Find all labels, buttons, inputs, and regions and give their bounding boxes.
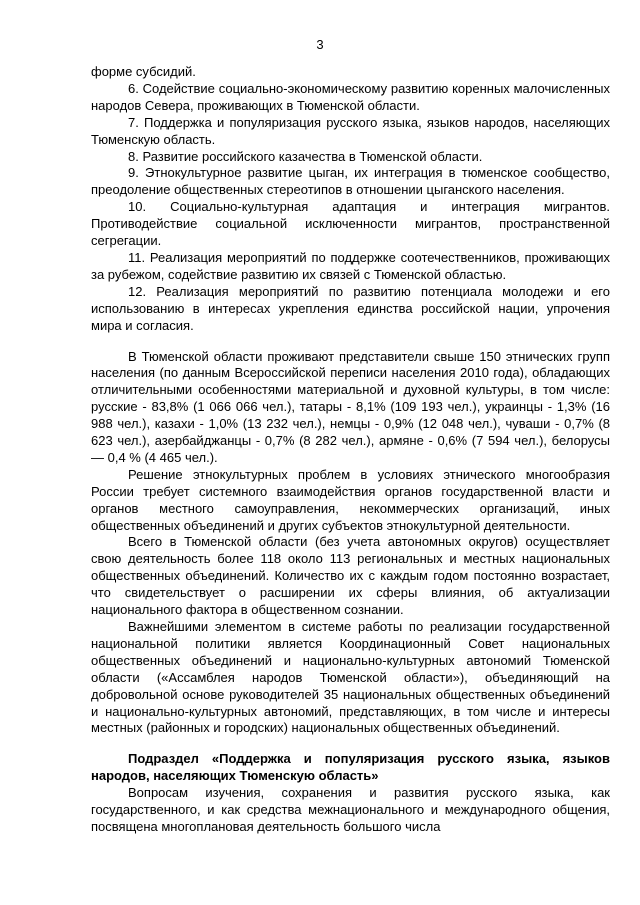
- list-item: форме субсидий.: [91, 64, 196, 79]
- paragraph-russian-language: Вопросам изучения, сохранения и развития русского языка, как государственного, и как средства межнационального и международного общения, посвящена многоплановая деятельность большого числа: [91, 785, 610, 834]
- list-item: 7. Поддержка и популяризация русского языка, языков народов, населяющих Тюменскую область.: [91, 114, 610, 147]
- list-item: 12. Реализация мероприятий по развитию потенциала молодежи и его использованию в интересах укрепления единства российской нации, упрочения мира и согласия.: [91, 283, 610, 333]
- paragraph-council: Важнейшими элементом в системе работы по реализации государственной национальной политики является Координационный Совет национальных общественных объединений и национально-культурных автономий Тюменской области («Ассамблея народов Тюменской области»), объединяющий на добровольной основе руководителей 35 национальных общественных объединений и национально-культурных автономий, представляющих, в том числе и интересы местных (районных и городских) национальных общественных объединений.: [91, 619, 610, 736]
- list-item: 8. Развитие российского казачества в Тюменской области.: [128, 148, 483, 164]
- list-item: 6. Содействие социально-экономическому развитию коренных малочисленных народов Севера, проживающих в Тюменской области.: [91, 80, 610, 113]
- document-body: [91, 64, 610, 836]
- list-item: 11. Реализация мероприятий по поддержке соотечественников, проживающих за рубежом, содействие развитию их связей с Тюменской областью.: [91, 249, 610, 282]
- spacer: [91, 335, 610, 349]
- paragraph-associations: Всего в Тюменской области (без учета автономных округов) осуществляет свою деятельность более 118 около 113 региональных и местных национальных общественных объединений. Количество их с каждым годом постоянно возрастает, что свидетельствует о расширении их сферы влияния, об актуализации национального фактора в общественном сознании.: [91, 534, 610, 618]
- paragraph-ethnocultural: Решение этнокультурных проблем в условиях этнического многообразия России требует системного взаимодействия органов государственной власти и органов местного самоуправления, некоммерческих организаций, иных общественных объединений и других субъектов этнокультурной деятельности.: [91, 466, 610, 533]
- list-item: 9. Этнокультурное развитие цыган, их интеграция в тюменское сообщество, преодоление общественных стереотипов в отношении цыганского населения.: [91, 165, 610, 198]
- paragraph-population: В Тюменской области проживают представители свыше 150 этнических групп населения (по данным Всероссийской переписи населения 2010 года), обладающих отличительными особенностями материальной и духовной культуры, в том числе: русские - 83,8% (1 066 066 чел.), татары - 8,1% (109 193 чел.), украинцы - 1,3% (16 988 чел.), казахи - 1,0% (13 232 чел.), немцы - 0,9% (12 048 чел.), чуваши - 0,7% (8 623 чел.), азербайджанцы - 0,7% (8 282 чел.), армяне - 0,6% (7 594 чел.), белорусы — 0,4 % (4 465 чел.).: [91, 348, 610, 465]
- subsection-heading: Подраздел «Поддержка и популяризация русского языка, языков народов, населяющих Тюменскую область»: [91, 751, 610, 784]
- page-number: 3: [316, 37, 324, 52]
- spacer: [91, 737, 610, 751]
- list-item: 10. Социально-культурная адаптация и интеграция мигрантов. Противодействие социальной исключенности мигрантов, пространственной сегрегации.: [91, 199, 610, 249]
